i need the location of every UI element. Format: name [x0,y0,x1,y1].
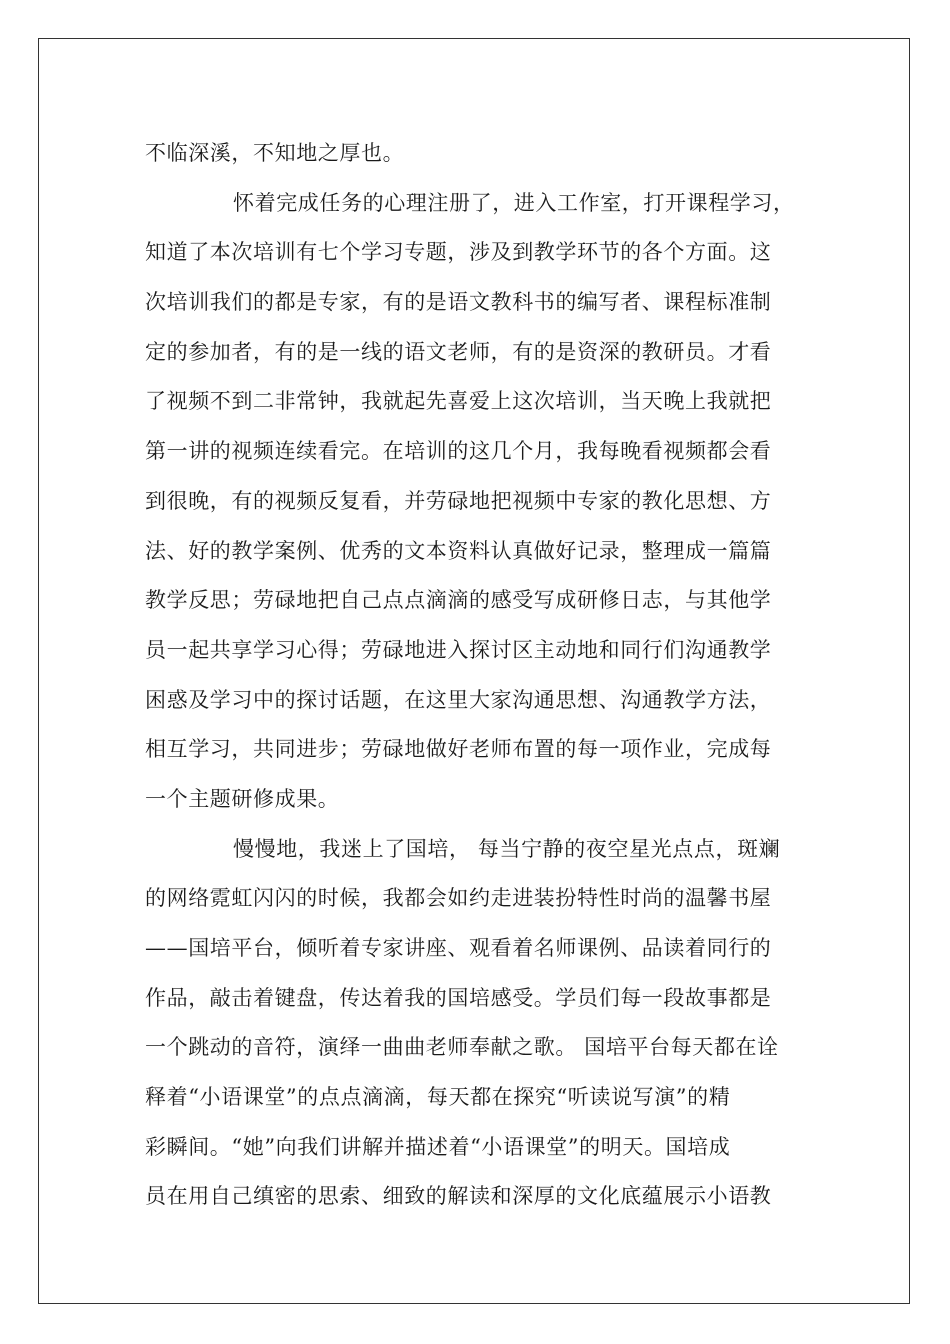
text-line: 知道了本次培训有七个学习专题，涉及到教学环节的各个方面。这 [145,240,772,265]
document-body [145,133,805,1226]
text-line: 怀着完成任务的心理注册了，进入工作室，打开课程学习， [233,190,795,215]
text-line: 次培训我们的都是专家，有的是语文教科书的编写者、课程标准制 [145,290,772,315]
text-line: 释着“小语课堂”的点点滴滴，每天都在探究“听读说写演”的精 [145,1085,731,1110]
text-line: 教学反思；劳碌地把自己点点滴滴的感受写成研修日志，与其他学 [145,588,772,613]
text-line: 了视频不到二非常钟，我就起先喜爱上这次培训，当天晚上我就把 [145,389,772,414]
text-line: 法、好的教学案例、优秀的文本资料认真做好记录，整理成一篇篇 [145,538,772,563]
text-line: ——国培平台，倾听着专家讲座、观看着名师课例、品读着同行的 [145,936,772,960]
text-line: 的网络霓虹闪闪的时候，我都会如约走进装扮特性时尚的温馨书屋 [145,886,772,911]
text-line: 员一起共享学习心得；劳碌地进入探讨区主动地和同行们沟通教学 [145,637,772,662]
text-line: 员在用自己缜密的思索、细致的解读和深厚的文化底蕴展示小语教 [145,1184,772,1209]
text-line: 不临深溪，不知地之厚也。 [145,141,405,165]
text-line: 慢慢地，我迷上了国培， 每当宁静的夜空星光点点，斑斓 [233,836,781,861]
text-line: 一个主题研修成果。 [145,786,340,811]
text-line: 定的参加者，有的是一线的语文老师，有的是资深的教研员。才看 [145,339,772,364]
text-line: 一个跳动的音符，演绎一曲曲老师奉献之歌。 国培平台每天都在诠 [145,1035,779,1060]
text-line: 到很晚，有的视频反复看，并劳碌地把视频中专家的教化思想、方 [145,488,772,513]
text-line: 第一讲的视频连续看完。在培训的这几个月，我每晚看视频都会看 [145,439,772,464]
text-line: 作品，敲击着键盘，传达着我的国培感受。学员们每一段故事都是 [145,985,772,1010]
text-line: 彩瞬间。“她”向我们讲解并描述着“小语课堂”的明天。国培成 [145,1134,731,1159]
text-line: 相互学习，共同进步；劳碌地做好老师布置的每一项作业，完成每 [145,737,772,762]
text-line: 困惑及学习中的探讨话题，在这里大家沟通思想、沟通教学方法， [145,687,772,712]
